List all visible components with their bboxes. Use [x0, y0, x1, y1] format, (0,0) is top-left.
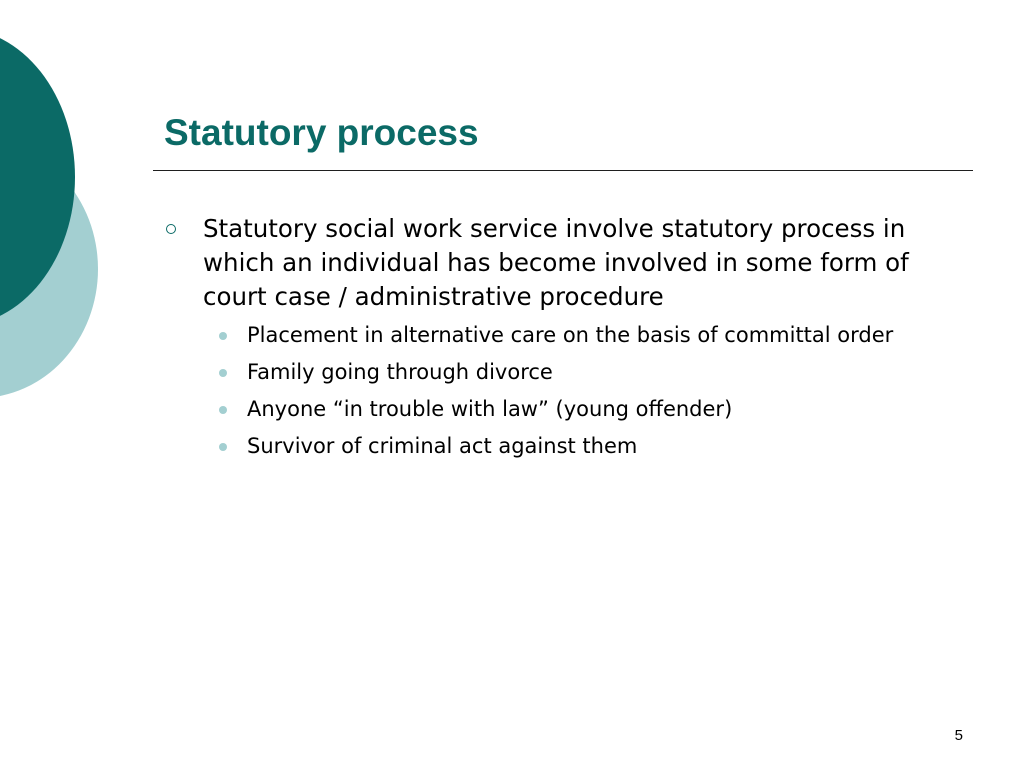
sub-bullet-item [162, 394, 962, 425]
bullet-text: Statutory social work service involve statutory process in which an individual has become involved in some form of court case / administrative procedure [203, 214, 909, 311]
hollow-circle-bullet-icon [166, 224, 176, 234]
sub-bullet-item [162, 431, 962, 462]
slide-title: Statutory process [164, 112, 479, 153]
dot-bullet-icon [219, 369, 227, 377]
sub-bullet-text: Survivor of criminal act against them [247, 434, 638, 458]
sub-bullet-text: Placement in alternative care on the basis of committal order [247, 323, 894, 347]
dot-bullet-icon [219, 406, 227, 414]
sub-bullet-text: Family going through divorce [247, 360, 553, 384]
dot-bullet-icon [219, 332, 227, 340]
sub-bullet-text: Anyone “in trouble with law” (young offender) [247, 397, 733, 421]
dot-bullet-icon [219, 443, 227, 451]
sub-bullet-item [162, 357, 962, 388]
title-divider [153, 170, 973, 171]
page-number: 5 [954, 727, 963, 744]
sub-bullet-list [162, 320, 962, 462]
bullet-item [162, 212, 962, 314]
slide-content [162, 212, 962, 468]
sub-bullet-item [162, 320, 962, 351]
